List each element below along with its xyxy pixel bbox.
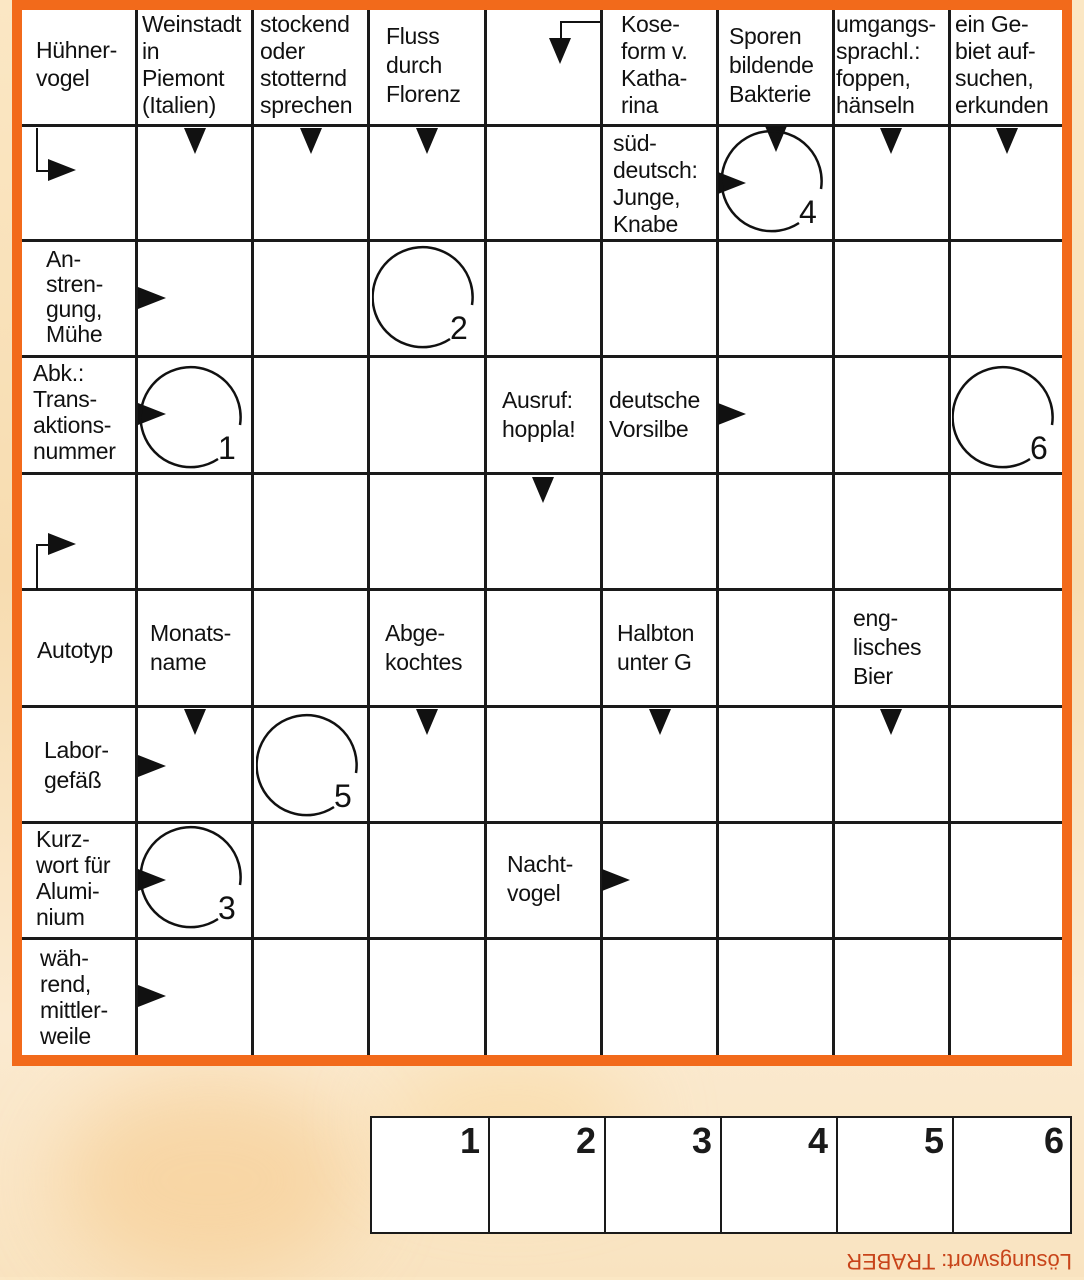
clue-line: Ausruf: bbox=[502, 387, 573, 413]
grid-line-vertical bbox=[716, 10, 719, 1055]
clue-line: in bbox=[142, 38, 160, 64]
solution-box-number: 1 bbox=[459, 1120, 480, 1161]
clue-sueddeutsch bbox=[613, 130, 698, 238]
clue-alu bbox=[36, 826, 110, 930]
grid-line-vertical bbox=[600, 10, 603, 1055]
grid-line-vertical bbox=[832, 10, 835, 1055]
solution-box-number: 3 bbox=[691, 1120, 712, 1161]
clue-line: Bier bbox=[853, 663, 893, 689]
grid-line-horizontal bbox=[22, 355, 1062, 358]
clue-line: nium bbox=[36, 904, 85, 930]
clue-laborgefaess bbox=[44, 735, 109, 795]
clue-line: Piemont bbox=[142, 65, 225, 91]
clue-vorsilbe bbox=[609, 386, 700, 444]
arrow-down-icon bbox=[416, 128, 438, 154]
clue-line: nummer bbox=[33, 438, 116, 464]
clue-line: oder bbox=[260, 38, 305, 64]
bend-arrow-stem bbox=[36, 128, 52, 172]
clue-line: Nacht- bbox=[507, 851, 573, 877]
arrow-down-icon bbox=[996, 128, 1018, 154]
arrow-right-icon bbox=[138, 287, 166, 309]
clue-line: Bakterie bbox=[729, 81, 811, 107]
clue-abgekochtes bbox=[385, 619, 462, 677]
grid-line-horizontal bbox=[22, 705, 1062, 708]
arrow-down-icon bbox=[532, 477, 554, 503]
clue-waehrend bbox=[40, 945, 108, 1049]
grid-line-horizontal bbox=[22, 124, 1062, 127]
grid-line-horizontal bbox=[22, 588, 1062, 591]
arrow-down-icon bbox=[649, 709, 671, 735]
clue-line: aktions- bbox=[33, 412, 112, 438]
clue-line: stockend bbox=[260, 11, 350, 37]
clue-fluss bbox=[386, 22, 461, 109]
bend-arrow-stem bbox=[36, 544, 52, 590]
solution-answer: Lösungswort: TRABER bbox=[846, 1249, 1072, 1274]
grid-line-vertical bbox=[948, 10, 951, 1055]
solution-box[interactable] bbox=[838, 1118, 954, 1232]
clue-line: Junge, bbox=[613, 184, 681, 210]
clue-line: stren- bbox=[46, 271, 103, 297]
clue-gebiet bbox=[955, 11, 1049, 119]
solution-box[interactable] bbox=[606, 1118, 722, 1232]
grid-line-horizontal bbox=[22, 937, 1062, 940]
background-blob bbox=[60, 1080, 360, 1280]
clue-anstrengung bbox=[46, 247, 103, 347]
clue-line: Mühe bbox=[46, 321, 103, 347]
arrow-right-icon bbox=[602, 869, 630, 891]
clue-autotyp bbox=[37, 636, 113, 665]
clue-line: sprechen bbox=[260, 92, 353, 118]
clue-line: Autotyp bbox=[37, 637, 113, 663]
clue-line: Kurz- bbox=[36, 826, 90, 852]
clue-line: Monats- bbox=[150, 620, 231, 646]
clue-line: biet auf- bbox=[955, 38, 1036, 64]
clue-umgangs bbox=[836, 11, 936, 119]
clue-line: bildende bbox=[729, 52, 814, 78]
arrow-right-icon bbox=[138, 985, 166, 1007]
clue-line: form v. bbox=[621, 38, 688, 64]
clue-line: ein Ge- bbox=[955, 11, 1029, 37]
solution-marker-number: 1 bbox=[218, 430, 236, 466]
clue-line: unter G bbox=[617, 649, 692, 675]
clue-line: rend, bbox=[40, 971, 91, 997]
clue-line: Alumi- bbox=[36, 878, 100, 904]
arrow-right-icon bbox=[48, 533, 76, 555]
arrow-right-icon bbox=[718, 403, 746, 425]
clue-line: erkunden bbox=[955, 92, 1049, 118]
grid-line-vertical bbox=[251, 10, 254, 1055]
grid-line-vertical bbox=[367, 10, 370, 1055]
clue-stockend bbox=[260, 11, 352, 119]
arrow-down-icon bbox=[880, 709, 902, 735]
clue-ausruf bbox=[502, 386, 575, 444]
arrow-down-icon bbox=[549, 38, 571, 64]
clue-line: Halbton bbox=[617, 620, 695, 646]
solution-boxes bbox=[370, 1116, 1072, 1234]
solution-box-number: 5 bbox=[923, 1120, 944, 1161]
clue-line: stotternd bbox=[260, 65, 347, 91]
grid-line-horizontal bbox=[22, 239, 1062, 242]
clue-line: Fluss bbox=[386, 23, 440, 49]
grid-line-vertical bbox=[484, 10, 487, 1055]
clue-line: wort für bbox=[36, 852, 111, 878]
clue-line: hänseln bbox=[836, 92, 915, 118]
clue-line: deutsch: bbox=[613, 157, 698, 183]
clue-bier bbox=[853, 604, 921, 691]
solution-box[interactable] bbox=[490, 1118, 606, 1232]
clue-line: An- bbox=[46, 246, 81, 272]
clue-tan bbox=[33, 360, 116, 464]
clue-nachtvogel bbox=[507, 850, 573, 908]
clue-line: rina bbox=[621, 92, 659, 118]
solution-marker-number: 2 bbox=[450, 310, 468, 346]
arrow-down-icon bbox=[880, 128, 902, 154]
clue-line: gung, bbox=[46, 296, 103, 322]
bend-arrow-stem bbox=[560, 21, 600, 41]
clue-line: Sporen bbox=[729, 23, 802, 49]
clue-line: Vorsilbe bbox=[609, 416, 689, 442]
clue-line: Abge- bbox=[385, 620, 445, 646]
clue-monatsname bbox=[150, 619, 231, 677]
solution-marker-number: 5 bbox=[334, 778, 352, 814]
clue-line: sprachl.: bbox=[836, 38, 921, 64]
clue-line: vogel bbox=[507, 880, 561, 906]
clue-line: kochtes bbox=[385, 649, 463, 675]
solution-marker-number: 6 bbox=[1030, 430, 1048, 466]
clue-line: süd- bbox=[613, 130, 657, 156]
clue-line: Florenz bbox=[386, 81, 461, 107]
solution-box[interactable] bbox=[372, 1118, 490, 1232]
grid-line-vertical bbox=[135, 10, 138, 1055]
arrow-right-icon bbox=[138, 755, 166, 777]
clue-line: Kose- bbox=[621, 11, 680, 37]
clue-sporen bbox=[729, 22, 814, 109]
clue-koseform bbox=[621, 11, 687, 119]
clue-line: foppen, bbox=[836, 65, 911, 91]
clue-line: Knabe bbox=[613, 211, 679, 237]
solution-box[interactable] bbox=[722, 1118, 838, 1232]
solution-marker-number: 3 bbox=[218, 890, 236, 926]
clue-line: hoppla! bbox=[502, 416, 576, 442]
clue-line: gefäß bbox=[44, 767, 102, 793]
arrow-down-icon bbox=[300, 128, 322, 154]
arrow-down-icon bbox=[416, 709, 438, 735]
solution-box-number: 6 bbox=[1043, 1120, 1064, 1161]
clue-line: mittler- bbox=[40, 997, 108, 1023]
clue-line: (Italien) bbox=[142, 92, 216, 118]
clue-line: umgangs- bbox=[836, 11, 936, 37]
clue-line: lisches bbox=[853, 634, 922, 660]
arrow-right-icon bbox=[48, 159, 76, 181]
clue-line: Weinstadt bbox=[142, 11, 242, 37]
clue-line: Abk.: bbox=[33, 360, 84, 386]
clue-line: Katha- bbox=[621, 65, 687, 91]
clue-halbton bbox=[617, 619, 694, 677]
solution-box-number: 4 bbox=[807, 1120, 828, 1161]
clue-line: suchen, bbox=[955, 65, 1034, 91]
clue-huehnervogel bbox=[36, 36, 117, 92]
clue-line: name bbox=[150, 649, 207, 675]
arrow-down-icon bbox=[184, 128, 206, 154]
clue-line: Trans- bbox=[33, 386, 97, 412]
clue-line: deutsche bbox=[609, 387, 700, 413]
clue-line: eng- bbox=[853, 605, 898, 631]
clue-weinstadt bbox=[142, 11, 241, 119]
clue-line: Hühner- bbox=[36, 37, 117, 63]
solution-box-number: 2 bbox=[575, 1120, 596, 1161]
clue-line: durch bbox=[386, 52, 443, 78]
clue-line: weile bbox=[40, 1023, 91, 1049]
clue-line: Labor- bbox=[44, 737, 109, 763]
solution-box[interactable] bbox=[954, 1118, 1072, 1232]
arrow-down-icon bbox=[184, 709, 206, 735]
clue-line: vogel bbox=[36, 65, 90, 91]
clue-line: wäh- bbox=[40, 945, 89, 971]
solution-marker-number: 4 bbox=[799, 194, 817, 230]
